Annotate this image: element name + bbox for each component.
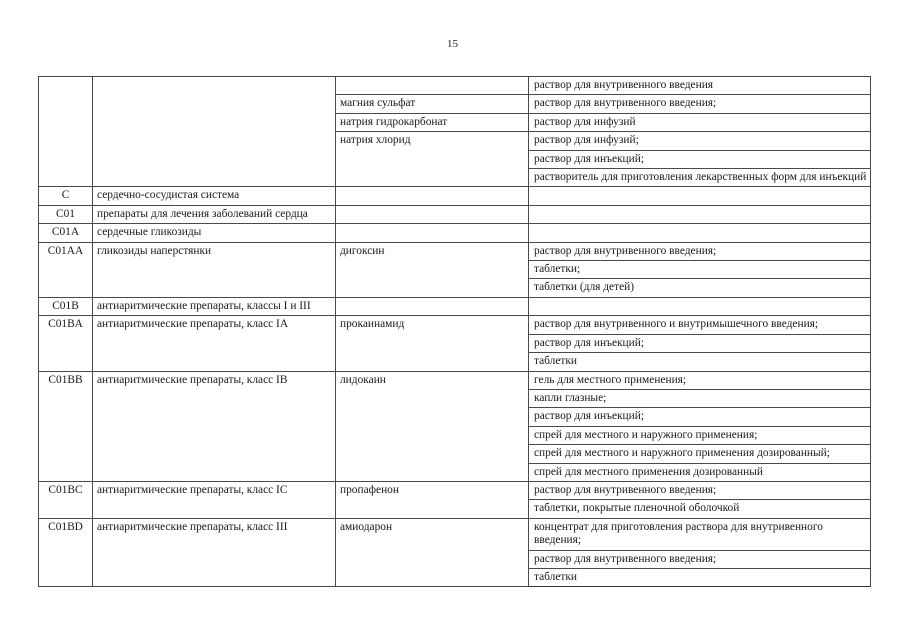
form-cell: таблетки, покрытые пленочной оболочкой bbox=[529, 500, 871, 518]
atc-code-cell: C01BA bbox=[39, 316, 93, 371]
atc-code-cell: C01AA bbox=[39, 242, 93, 297]
medication-table bbox=[38, 76, 871, 587]
drug-cell: дигоксин bbox=[336, 242, 529, 297]
drug-cell bbox=[336, 187, 529, 205]
page-number: 15 bbox=[447, 38, 458, 50]
group-cell: антиаритмические препараты, классы I и III bbox=[93, 297, 336, 315]
drug-cell bbox=[336, 77, 529, 95]
drug-cell bbox=[336, 297, 529, 315]
atc-code-cell: C01BB bbox=[39, 371, 93, 481]
table-row bbox=[39, 224, 871, 242]
atc-code-cell: C01A bbox=[39, 224, 93, 242]
form-cell: спрей для местного применения дозированный bbox=[529, 463, 871, 481]
code-cell bbox=[39, 77, 93, 187]
group-cell: антиаритмические препараты, класс III bbox=[93, 518, 336, 587]
table-row bbox=[39, 481, 871, 499]
form-cell bbox=[529, 187, 871, 205]
group-cell: сердечные гликозиды bbox=[93, 224, 336, 242]
table-row bbox=[39, 371, 871, 389]
group-cell: антиаритмические препараты, класс IC bbox=[93, 481, 336, 518]
form-cell: раствор для внутривенного и внутримышечного введения; bbox=[529, 316, 871, 334]
table-row bbox=[39, 187, 871, 205]
form-cell: раствор для инъекций; bbox=[529, 334, 871, 352]
form-cell bbox=[529, 205, 871, 223]
form-cell: таблетки; bbox=[529, 261, 871, 279]
group-cell: гликозиды наперстянки bbox=[93, 242, 336, 297]
drug-cell: амиодарон bbox=[336, 518, 529, 587]
atc-code-cell: C01B bbox=[39, 297, 93, 315]
form-cell: растворитель для приготовления лекарственных форм для инъекций bbox=[529, 169, 871, 187]
form-cell: концентрат для приготовления раствора для внутривенного введения; bbox=[529, 518, 871, 550]
group-cell: сердечно-сосудистая система bbox=[93, 187, 336, 205]
table-row bbox=[39, 518, 871, 550]
group-cell: антиаритмические препараты, класс IB bbox=[93, 371, 336, 481]
table-row bbox=[39, 297, 871, 315]
group-cell bbox=[93, 77, 336, 187]
drug-cell: лидокаин bbox=[336, 371, 529, 481]
atc-code-cell: C bbox=[39, 187, 93, 205]
table-row bbox=[39, 316, 871, 334]
drug-cell bbox=[336, 205, 529, 223]
form-cell: таблетки bbox=[529, 353, 871, 371]
drug-cell: пропафенон bbox=[336, 481, 529, 518]
form-cell: раствор для инъекций; bbox=[529, 150, 871, 168]
atc-code-cell: C01BD bbox=[39, 518, 93, 587]
form-cell bbox=[529, 224, 871, 242]
form-cell: капли глазные; bbox=[529, 389, 871, 407]
atc-code-cell: C01 bbox=[39, 205, 93, 223]
group-cell: препараты для лечения заболеваний сердца bbox=[93, 205, 336, 223]
form-cell: раствор для внутривенного введения; bbox=[529, 242, 871, 260]
form-cell: раствор для внутривенного введения; bbox=[529, 550, 871, 568]
table-row bbox=[39, 77, 871, 95]
form-cell: раствор для внутривенного введения bbox=[529, 77, 871, 95]
atc-code-cell: C01BC bbox=[39, 481, 93, 518]
form-cell: раствор для инъекций; bbox=[529, 408, 871, 426]
drug-cell bbox=[336, 224, 529, 242]
form-cell: раствор для внутривенного введения; bbox=[529, 481, 871, 499]
form-cell: таблетки bbox=[529, 568, 871, 586]
drug-cell: прокаинамид bbox=[336, 316, 529, 371]
drug-cell: натрия гидрокарбонат bbox=[336, 113, 529, 131]
drug-cell: натрия хлорид bbox=[336, 132, 529, 187]
form-cell: таблетки (для детей) bbox=[529, 279, 871, 297]
form-cell: раствор для инфузий bbox=[529, 113, 871, 131]
table-row bbox=[39, 242, 871, 260]
form-cell: раствор для инфузий; bbox=[529, 132, 871, 150]
form-cell: гель для местного применения; bbox=[529, 371, 871, 389]
form-cell: раствор для внутривенного введения; bbox=[529, 95, 871, 113]
group-cell: антиаритмические препараты, класс IA bbox=[93, 316, 336, 371]
form-cell: спрей для местного и наружного применения дозированный; bbox=[529, 445, 871, 463]
drug-cell: магния сульфат bbox=[336, 95, 529, 113]
form-cell: спрей для местного и наружного применения; bbox=[529, 426, 871, 444]
table-row bbox=[39, 205, 871, 223]
form-cell bbox=[529, 297, 871, 315]
